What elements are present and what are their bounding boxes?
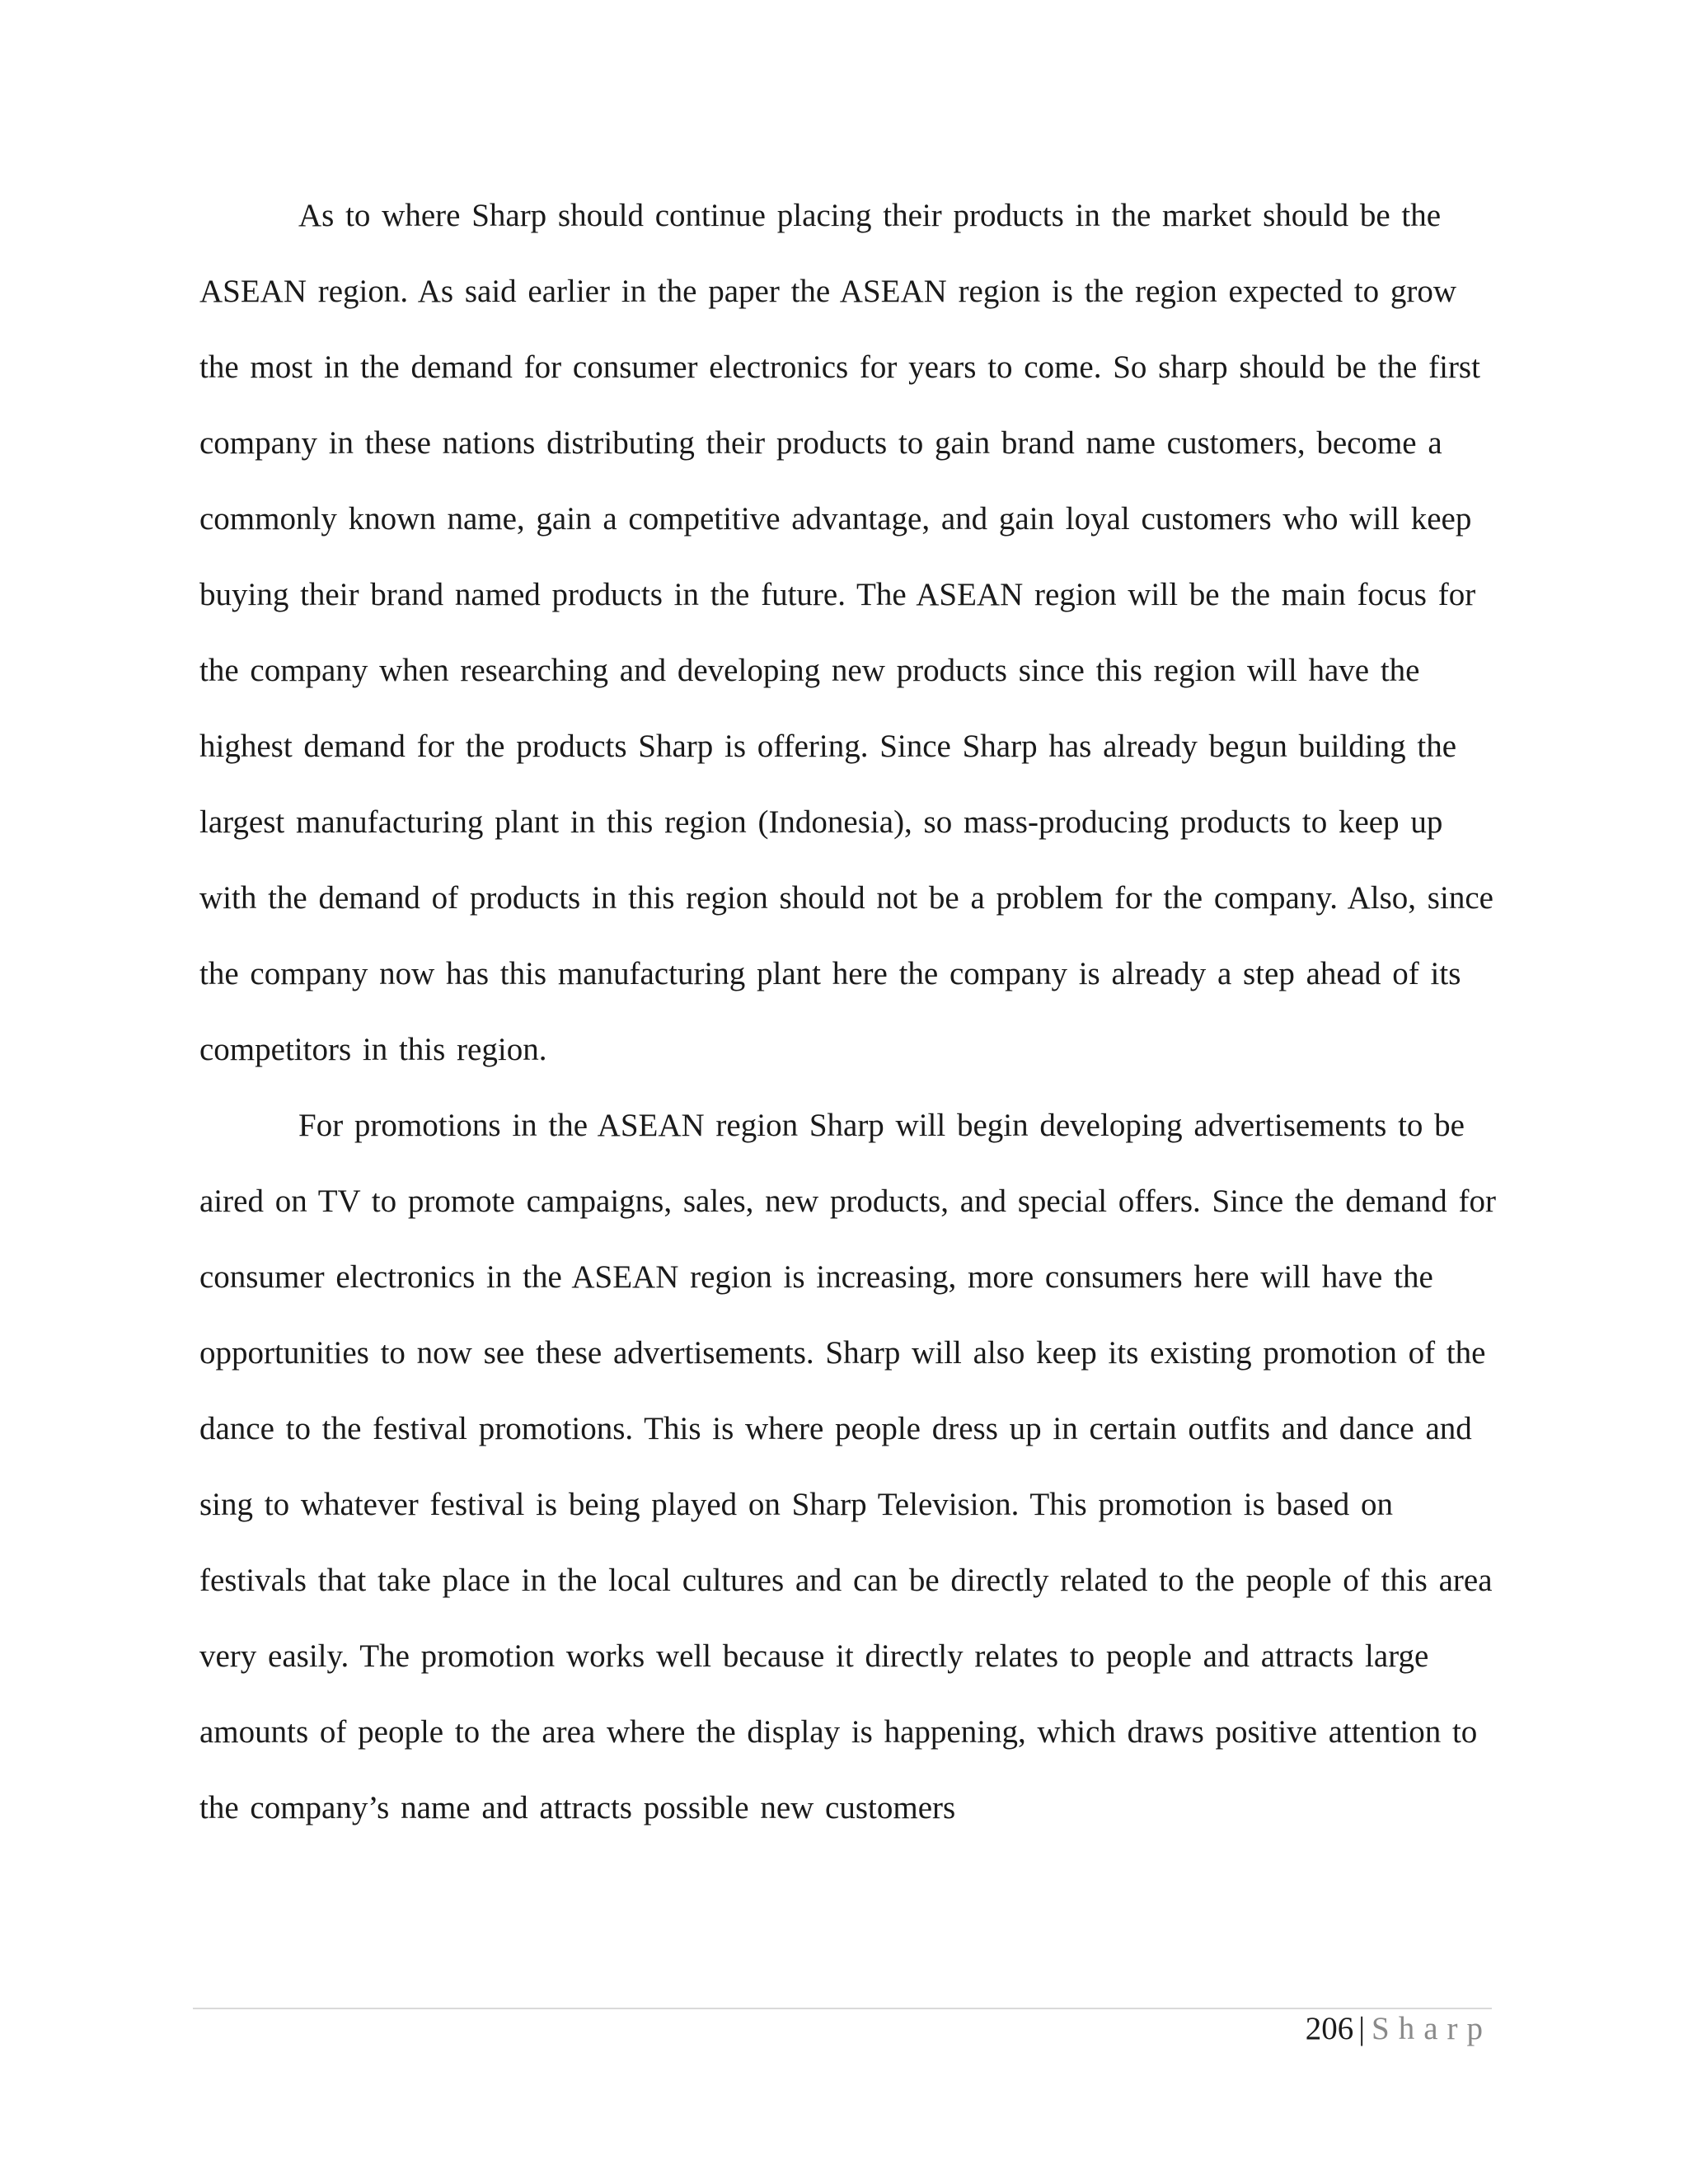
paragraph-2-line-1: For promotions in the ASEAN region Sharp will begin developing advertisements to be (298, 1108, 1465, 1143)
paragraph-2-line-2: aired on TV to promote campaigns, sales, new products, and special offers. Since the demand for (199, 1183, 1497, 1219)
paragraph-2-line-10: the company’s name and attracts possible new customers (199, 1790, 956, 1825)
paragraph-1-line-11: the company now has this manufacturing plant here the company is already a step ahead of its (199, 956, 1461, 991)
paragraph-1-line-1: As to where Sharp should continue placing their products in the market should be the (298, 198, 1442, 233)
paragraph-1-line-5: commonly known name, gain a competitive advantage, and gain loyal customers who will keep (199, 501, 1472, 537)
paragraph-1-line-8: highest demand for the products Sharp is offering. Since Sharp has already begun building the (199, 729, 1457, 764)
paragraph-2-line-9: amounts of people to the area where the display is happening, which draws positive attention to (199, 1714, 1478, 1750)
paragraph-1-line-10: with the demand of products in this region should not be a problem for the company. Also, since (199, 880, 1493, 916)
paragraph-2-line-6: sing to whatever festival is being played on Sharp Television. This promotion is based on (199, 1487, 1394, 1522)
paragraph-2-line-5: dance to the festival promotions. This is where people dress up in certain outfits and dance and (199, 1411, 1472, 1446)
running-head: Sharp (1372, 2011, 1492, 2046)
paragraph-2-line-4: opportunities to now see these advertisements. Sharp will also keep its existing promotion of the (199, 1335, 1486, 1371)
page-footer (1306, 2004, 1492, 2054)
paragraph-2-line-7: festivals that take place in the local cultures and can be directly related to the people of this area (199, 1563, 1493, 1598)
page-number: 206 (1305, 2011, 1354, 2046)
paragraph-1-line-2: ASEAN region. As said earlier in the paper the ASEAN region is the region expected to grow (199, 274, 1457, 309)
paragraph-1-line-3: the most in the demand for consumer electronics for years to come. So sharp should be the first (199, 349, 1480, 385)
paragraph-1-line-6: buying their brand named products in the future. The ASEAN region will be the main focus for (199, 577, 1476, 612)
footer-separator: | (1358, 2011, 1365, 2046)
paragraph-2-line-8: very easily. The promotion works well because it directly relates to people and attracts large (199, 1638, 1429, 1674)
paragraph-1-line-7: the company when researching and developing new products since this region will have the (199, 653, 1420, 688)
paragraph-1-line-12: competitors in this region. (199, 1032, 547, 1067)
paragraph-1-line-4: company in these nations distributing their products to gain brand name customers, become a (199, 425, 1442, 461)
footer-divider (193, 2008, 1492, 2009)
paragraph-2-line-3: consumer electronics in the ASEAN region is increasing, more consumers here will have the (199, 1259, 1433, 1295)
paragraph-1-line-9: largest manufacturing plant in this region (Indonesia), so mass-producing products to keep up (199, 804, 1443, 840)
